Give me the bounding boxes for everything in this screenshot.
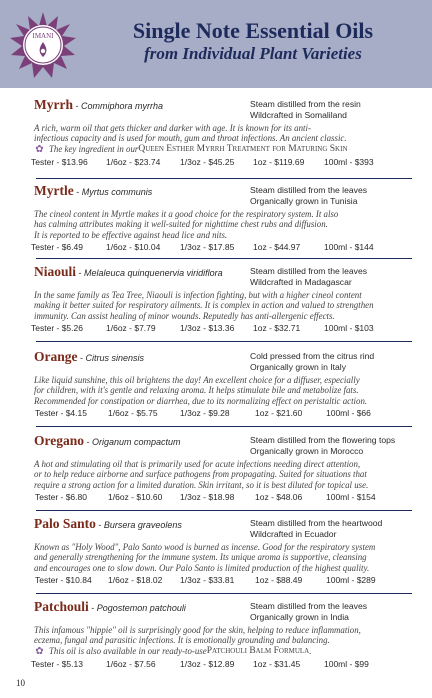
- oil-description-line: Known as "Holy Wood", Palo Santo wood is burned as incense. Good for the respiratory system: [34, 542, 376, 552]
- price-100ml: 100ml - $289: [326, 575, 376, 586]
- price-tester: Tester - $13.96: [31, 156, 88, 167]
- price-1oz: 1oz - $48.06: [255, 492, 303, 503]
- oil-description-line: for children, with it's gentle and relaxing aroma. It helps stimulate bile and metabolize fats.: [34, 385, 359, 396]
- oil-description-line: has calming attributes making it well-suited for nighttime chest rubs and diffusion.: [34, 219, 328, 230]
- price-100ml: 100ml - $393: [324, 156, 374, 167]
- oil-name: Palo Santo: [34, 516, 96, 531]
- oil-method: Cold pressed from the citrus rind: [250, 351, 375, 361]
- oil-latin-name: Citrus sinensis: [85, 353, 145, 363]
- oil-method: Steam distilled from the heartwood: [250, 518, 383, 528]
- oil-description-line: The cineol content in Myrtle makes it a good choice for the respiratory system. It also: [34, 209, 339, 219]
- price-1-6oz: 1/6oz - $10.04: [106, 242, 161, 253]
- note-product-name: Queen Esther Myrrh Treatment for Maturing Skin: [138, 144, 348, 155]
- imani-logo: [10, 12, 76, 78]
- price-row: [31, 242, 412, 254]
- oil-description-line: A hot and stimulating oil that is primarily used for acute infections needing direct attention,: [34, 459, 361, 469]
- oil-entry-myrtle: Myrtle - Myrtus communis Steam distilled from the leaves Organically grown in Tunisia The cineol content in Myrtle makes it a good choice for the respiratory system. It also has calming attributes making it well-suited for nighttime chest rubs and diffusion. It is reported to be effective against head lice and nits. Tester - $6.49 1/6oz - $10.04 1/3oz - $17.85 1oz - $44.97 100ml - $144: [34, 185, 412, 254]
- price-tester: Tester - $5.26: [31, 323, 83, 334]
- price-1-6oz: 1/6oz - $18.02: [108, 575, 163, 586]
- section-divider: [36, 593, 412, 594]
- oil-entry-palo-santo: Palo Santo - Bursera graveolens Steam distilled from the heartwood Wildcrafted in Ecuador Known as "Holy Wood", Palo Santo wood is burned as incense. Good for the respiratory system and generally strengthening for the immune system. Its unique aroma is supportive, cleansing and encourages one to slow down. Our Palo Santo is limited production of the highest quality. Tester - $10.84 1/6oz - $18.02 1/3oz - $33.81 1oz - $88.49 100ml - $289: [34, 518, 412, 587]
- oil-method: Steam distilled from the leaves: [250, 185, 368, 195]
- oil-name: Orange: [34, 349, 78, 364]
- price-1-3oz: 1/3oz - $12.89: [180, 658, 235, 669]
- oil-name: Patchouli: [34, 599, 89, 614]
- price-row: [31, 323, 412, 335]
- oil-entry-patchouli: Patchouli - Pogostemon patchouli Steam distilled from the leaves Organically grown in India This infamous "hippie" oil is surprisingly good for the skin, helping to reduce inflammation, eczema, fungal and parasitic infections. It is emotionally grounding and balancing. ✿ This oil is also available in our ready-to-use Patchouli Balm Formula . Tester - $5.13 1/6oz - $7.56 1/3oz - $12.89 1oz - $31.45 100ml - $99: [34, 601, 412, 671]
- product-note: [34, 646, 412, 657]
- oil-entry-oregano: Oregano - Origanum compactum Steam distilled from the flowering tops Organically grown in Morocco A hot and stimulating oil that is primarily used for acute infections needing direct attention, or to help reduce airborne and surface pathogens from propagating. Suited for situations that require a strong action for a limited duration. Skin irritant, so it is best diluted for topical use. Tester - $6.80 1/6oz - $10.60 1/3oz - $18.98 1oz - $48.06 100ml - $154: [34, 435, 412, 504]
- oil-description-line: and encourages one to slow down. Our Palo Santo is limited production of the highest quality.: [34, 562, 370, 573]
- lotus-icon: ✿: [35, 645, 44, 657]
- price-1oz: 1oz - $119.69: [253, 156, 305, 167]
- price-1-3oz: 1/3oz - $17.85: [180, 242, 235, 253]
- note-text-end: .: [309, 646, 312, 657]
- price-1oz: 1oz - $88.49: [255, 575, 303, 586]
- price-1-6oz: 1/6oz - $10.60: [108, 492, 163, 503]
- page-subtitle: from Individual Plant Varieties: [144, 44, 362, 63]
- price-100ml: 100ml - $154: [326, 492, 376, 503]
- price-tester: Tester - $6.80: [35, 492, 87, 503]
- section-divider: [36, 178, 412, 179]
- oil-description-line: It is reported to be effective against head lice and nits.: [34, 229, 228, 240]
- oil-origin: Organically grown in Morocco: [250, 446, 364, 456]
- oil-entry-orange: Orange - Citrus sinensis Cold pressed from the citrus rind Organically grown in Italy Like liquid sunshine, this oil brightens the day! An excellent choice for a diffuser, especially for children, with it's gentle and relaxing aroma. It helps stimulate bile and metabolize fats. Recommended for constipation or diarrhea, due to its normalizing effect on peristaltic action. Tester - $4.15 1/6oz - $5.75 1/3oz - $9.28 1oz - $21.60 100ml - $66: [34, 351, 412, 420]
- oil-latin-name: Bursera graveolens: [103, 520, 182, 530]
- price-1oz: 1oz - $21.60: [255, 408, 303, 419]
- logo-text: IMANI: [32, 32, 54, 40]
- oil-latin-name: Pogostemon patchouli: [96, 603, 186, 613]
- price-tester: Tester - $4.15: [35, 408, 87, 419]
- price-100ml: 100ml - $99: [324, 658, 369, 669]
- oil-origin: Organically grown in Tunisia: [250, 196, 358, 206]
- oil-method: Steam distilled from the leaves: [250, 266, 368, 276]
- oil-method: Steam distilled from the leaves: [250, 601, 368, 611]
- lotus-icon: ✿: [35, 143, 44, 155]
- note-product-name: Patchouli Balm Formula: [206, 646, 310, 657]
- oil-entry-myrrh: Myrrh - Commiphora myrrha Steam distilled from the resin Wildcrafted in Somaliland A rich, warm oil that gets thicker and darker with age. It is known for its anti- infectious capacity and is used for mouth, gum and throat infections. An ancient classic. ✿ The key ingredient in our Queen Esther Myrrh Treatment for Maturing Skin Tester - $13.96 1/6oz - $23.74 1/3oz - $45.25 1oz - $119.69 100ml - $393: [34, 99, 412, 169]
- note-text: The key ingredient in our: [49, 144, 139, 155]
- oil-origin: Organically grown in India: [250, 612, 349, 622]
- price-1-6oz: 1/6oz - $5.75: [108, 408, 158, 419]
- section-divider: [36, 510, 412, 511]
- section-divider: [36, 426, 412, 427]
- oil-method: Steam distilled from the resin: [250, 99, 361, 109]
- price-1-6oz: 1/6oz - $7.79: [106, 323, 156, 334]
- oil-origin: Wildcrafted in Madagascar: [250, 277, 352, 287]
- oil-latin-name: Melaleuca quinquenervia viridiflora: [84, 268, 223, 278]
- price-tester: Tester - $5.13: [31, 658, 83, 669]
- page-number: 10: [16, 678, 25, 688]
- oil-latin-name: Commiphora myrrha: [80, 101, 164, 111]
- price-1-3oz: 1/3oz - $13.36: [180, 323, 235, 334]
- price-1oz: 1oz - $32.71: [253, 323, 301, 334]
- price-1oz: 1oz - $44.97: [253, 242, 301, 253]
- oil-origin: Wildcrafted in Ecuador: [250, 529, 337, 539]
- oil-description-line: A rich, warm oil that gets thicker and darker with age. It is known for its anti-: [34, 123, 311, 133]
- price-row: [31, 156, 412, 169]
- price-row: [34, 408, 412, 420]
- price-100ml: 100ml - $144: [324, 242, 374, 253]
- oil-description-line: or to help reduce airborne and surface pathogens from propagating. Suited for situations that: [34, 469, 367, 480]
- oil-description-line: and generally strengthening for the immune system. Its unique aroma is supportive, cleansing: [34, 552, 367, 563]
- oil-name: Myrtle: [34, 183, 74, 198]
- oil-name: Niaouli: [34, 264, 77, 279]
- product-note: [34, 144, 412, 155]
- price-1-3oz: 1/3oz - $45.25: [180, 156, 235, 167]
- oil-description-line: This infamous "hippie" oil is surprisingly good for the skin, helping to reduce inflammation,: [34, 625, 361, 635]
- oil-description-line: making it better suited for respiratory ailments. It is complex in action and valued to strengthen: [34, 300, 374, 311]
- header-banner: [0, 0, 432, 88]
- price-100ml: 100ml - $103: [324, 323, 374, 334]
- oil-description-line: immunity. Can assist healing of minor wounds. Reputedly has anti-allergenic effects.: [34, 310, 335, 321]
- price-tester: Tester - $6.49: [31, 242, 83, 253]
- price-row: [31, 658, 412, 671]
- oil-origin: Wildcrafted in Somaliland: [250, 110, 347, 120]
- oil-description-line: require a strong action for a limited duration. Skin irritant, so it is best diluted for topical use.: [34, 479, 369, 490]
- price-1oz: 1oz - $31.45: [253, 658, 301, 669]
- oil-description-line: In the same family as Tea Tree, Niaouli is infection fighting, but with a higher cineol content: [34, 290, 362, 300]
- oil-method: Steam distilled from the flowering tops: [250, 435, 396, 445]
- page-title: Single Note Essential Oils: [132, 18, 374, 43]
- oil-entry-niaouli: Niaouli - Melaleuca quinquenervia viridiflora Steam distilled from the leaves Wildcrafted in Madagascar In the same family as Tea Tree, Niaouli is infection fighting, but with a higher cineol content making it better suited for respiratory ailments. It is complex in action and valued to strengthen immunity. Can assist healing of minor wounds. Reputedly has anti-allergenic effects. Tester - $5.26 1/6oz - $7.79 1/3oz - $13.36 1oz - $32.71 100ml - $103: [34, 266, 412, 335]
- price-row: [34, 575, 412, 587]
- price-1-6oz: 1/6oz - $23.74: [106, 156, 161, 167]
- oil-latin-name: Myrtus communis: [81, 187, 153, 197]
- price-100ml: 100ml - $66: [326, 408, 371, 419]
- price-1-3oz: 1/3oz - $18.98: [180, 492, 235, 503]
- oil-description-line: infectious capacity and is used for mouth, gum and throat infections. An ancient classic.: [34, 133, 347, 144]
- oil-origin: Organically grown in Italy: [250, 362, 347, 372]
- price-tester: Tester - $10.84: [35, 575, 92, 586]
- section-divider: [36, 341, 412, 342]
- oil-name: Myrrh: [34, 97, 73, 112]
- price-1-3oz: 1/3oz - $33.81: [180, 575, 235, 586]
- price-row: [34, 492, 412, 504]
- price-1-3oz: 1/3oz - $9.28: [180, 408, 230, 419]
- note-text: This oil is also available in our ready-to-use: [49, 646, 207, 657]
- oil-description-line: Recommended for constipation or diarrhea, due to its normalizing effect on peristaltic action.: [34, 395, 368, 406]
- oil-name: Oregano: [34, 433, 84, 448]
- oil-latin-name: Origanum compactum: [92, 437, 181, 447]
- oil-description-line: Like liquid sunshine, this oil brightens the day! An excellent choice for a diffuser, especially: [34, 375, 360, 385]
- section-divider: [36, 258, 412, 259]
- oil-description-line: eczema, fungal and parasitic infections. It is emotionally grounding and balancing.: [34, 635, 330, 646]
- price-1-6oz: 1/6oz - $7.56: [106, 658, 156, 669]
